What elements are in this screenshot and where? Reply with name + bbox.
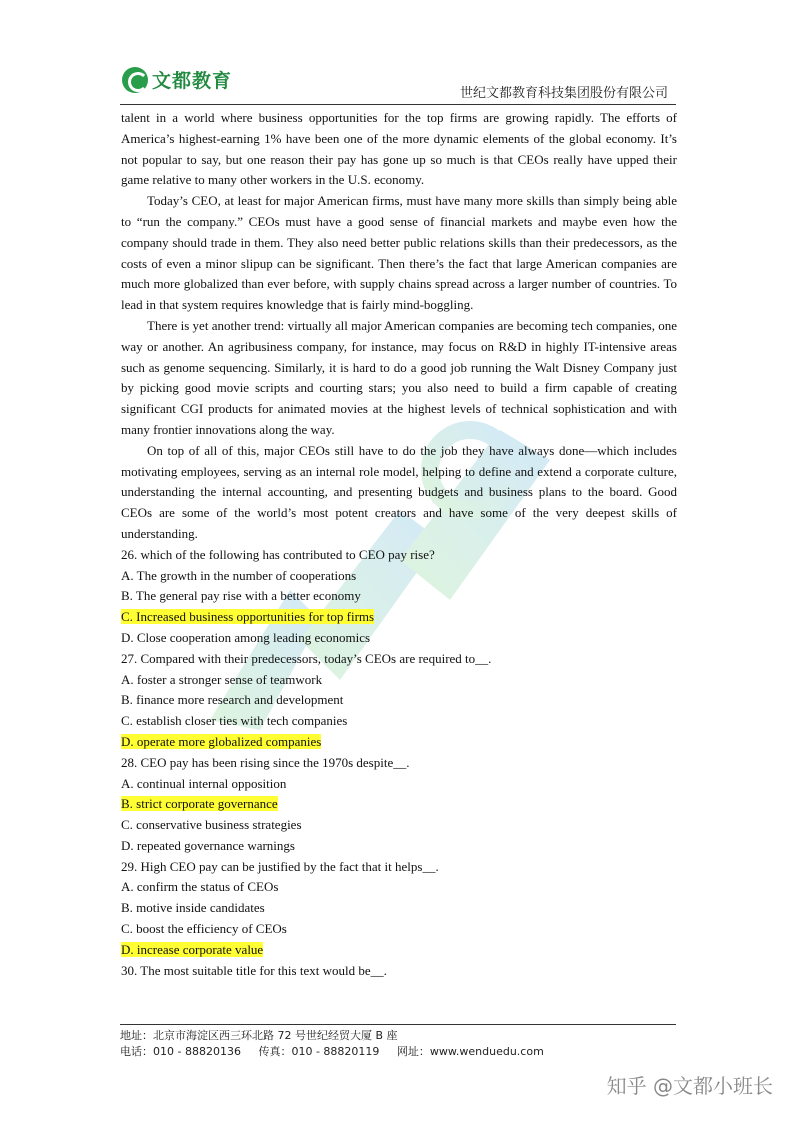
document-body [121, 108, 677, 981]
question-30 [121, 961, 677, 982]
option-c [121, 607, 677, 628]
option-b [121, 794, 677, 815]
option-b: B. motive inside candidates [121, 900, 265, 916]
highlighted-answer: C. Increased business opportunities for top firms [121, 609, 375, 625]
question-stem: 28. CEO pay has been rising since the 1970s despite__. [121, 754, 410, 770]
question-26 [121, 545, 677, 649]
option-d: D. Close cooperation among leading economics [121, 629, 371, 645]
option-a: A. confirm the status of CEOs [121, 879, 279, 895]
option-b: B. The general pay rise with a better economy [121, 588, 361, 604]
highlighted-answer: D. increase corporate value [121, 941, 264, 957]
company-name: 世纪文都教育科技集团股份有限公司 [459, 86, 668, 101]
option-a: A. The growth in the number of cooperations [121, 567, 357, 583]
zhihu-watermark: 知乎 @文都小班长 [606, 1074, 773, 1098]
question-stem: 26. which of the following has contributed to CEO pay rise? [121, 546, 435, 562]
question-28 [121, 753, 677, 857]
logo-icon [122, 67, 148, 93]
option-b: B. finance more research and development [121, 692, 344, 708]
question-stem: 30. The most suitable title for this text would be__. [121, 962, 387, 978]
footer-website: 网址：www.wenduedu.com [396, 1045, 544, 1058]
paragraph-3: There is yet another trend: virtually all major American companies are becoming tech companies, one way or another. An agribusiness company, for instance, may focus on R&D in highly IT-intensive areas such as genome sequencing. Similarly, it is hard to do a good job running the Walt Disney Company just by picking good movie scripts and courting stars; you also need to build a firm capable of creating significant CGI products for animated movies at the highest levels of technical sophistication and with many frontier innovations along the way. [121, 317, 677, 437]
question-29 [121, 857, 677, 961]
question-stem: 29. High CEO pay can be justified by the fact that it helps__. [121, 858, 439, 874]
page-footer [120, 1024, 676, 1060]
option-d [121, 732, 677, 753]
option-d: D. repeated governance warnings [121, 837, 295, 853]
paragraph-4: On top of all of this, major CEOs still have to do the job they have always done—which includes motivating employees, serving as an internal role model, helping to define and extend a corporate culture, understanding the internal accounting, and presenting budgets and business plans to the board. Good CEOs are some of the world’s most potent creators and have some of the very deepest skills of understanding. [121, 442, 677, 541]
paragraph-1: talent in a world where business opportunities for the top firms are growing rapidly. The efforts of America’s highest-earning 1% have been one of the more dynamic elements of the global economy. It’s not popular to say, but one reason their pay has gone up so much is that CEOs really have upped their game relative to many other workers in the U.S. economy. [121, 110, 677, 188]
footer-phone: 电话：010 - 88820136 [120, 1045, 241, 1058]
option-c: C. establish closer ties with tech companies [121, 713, 348, 729]
option-c: C. conservative business strategies [121, 817, 302, 833]
footer-contact [120, 1044, 676, 1060]
question-stem: 27. Compared with their predecessors, today’s CEOs are required to__. [121, 650, 492, 666]
option-d [121, 940, 677, 961]
highlighted-answer: B. strict corporate governance [121, 796, 278, 812]
footer-address: 地址：北京市海淀区西三环北路 72 号世纪经贸大厦 B 座 [120, 1029, 398, 1042]
footer-fax: 传真：010 - 88820119 [258, 1045, 380, 1058]
logo-text: 文都教育 [152, 70, 233, 92]
paragraph-2: Today’s CEO, at least for major American firms, must have many more skills than simply being able to “run the company.” CEOs must have a good sense of financial markets and maybe even how the company should trade in them. They also need better public relations skills than their predecessors, as the costs of even a minor slipup can be significant. Then there’s the fact that large American companies are much more globalized than ever before, with supply chains spread across a larger number of countries. To lead in that system requires knowledge that is fairly mind-boggling. [121, 193, 677, 313]
option-a: A. foster a stronger sense of teamwork [121, 671, 323, 687]
option-a: A. continual internal opposition [121, 775, 287, 791]
option-c: C. boost the efficiency of CEOs [121, 921, 287, 937]
question-27 [121, 649, 677, 753]
page-header [120, 62, 676, 105]
logo [122, 66, 232, 93]
highlighted-answer: D. operate more globalized companies [121, 733, 322, 749]
